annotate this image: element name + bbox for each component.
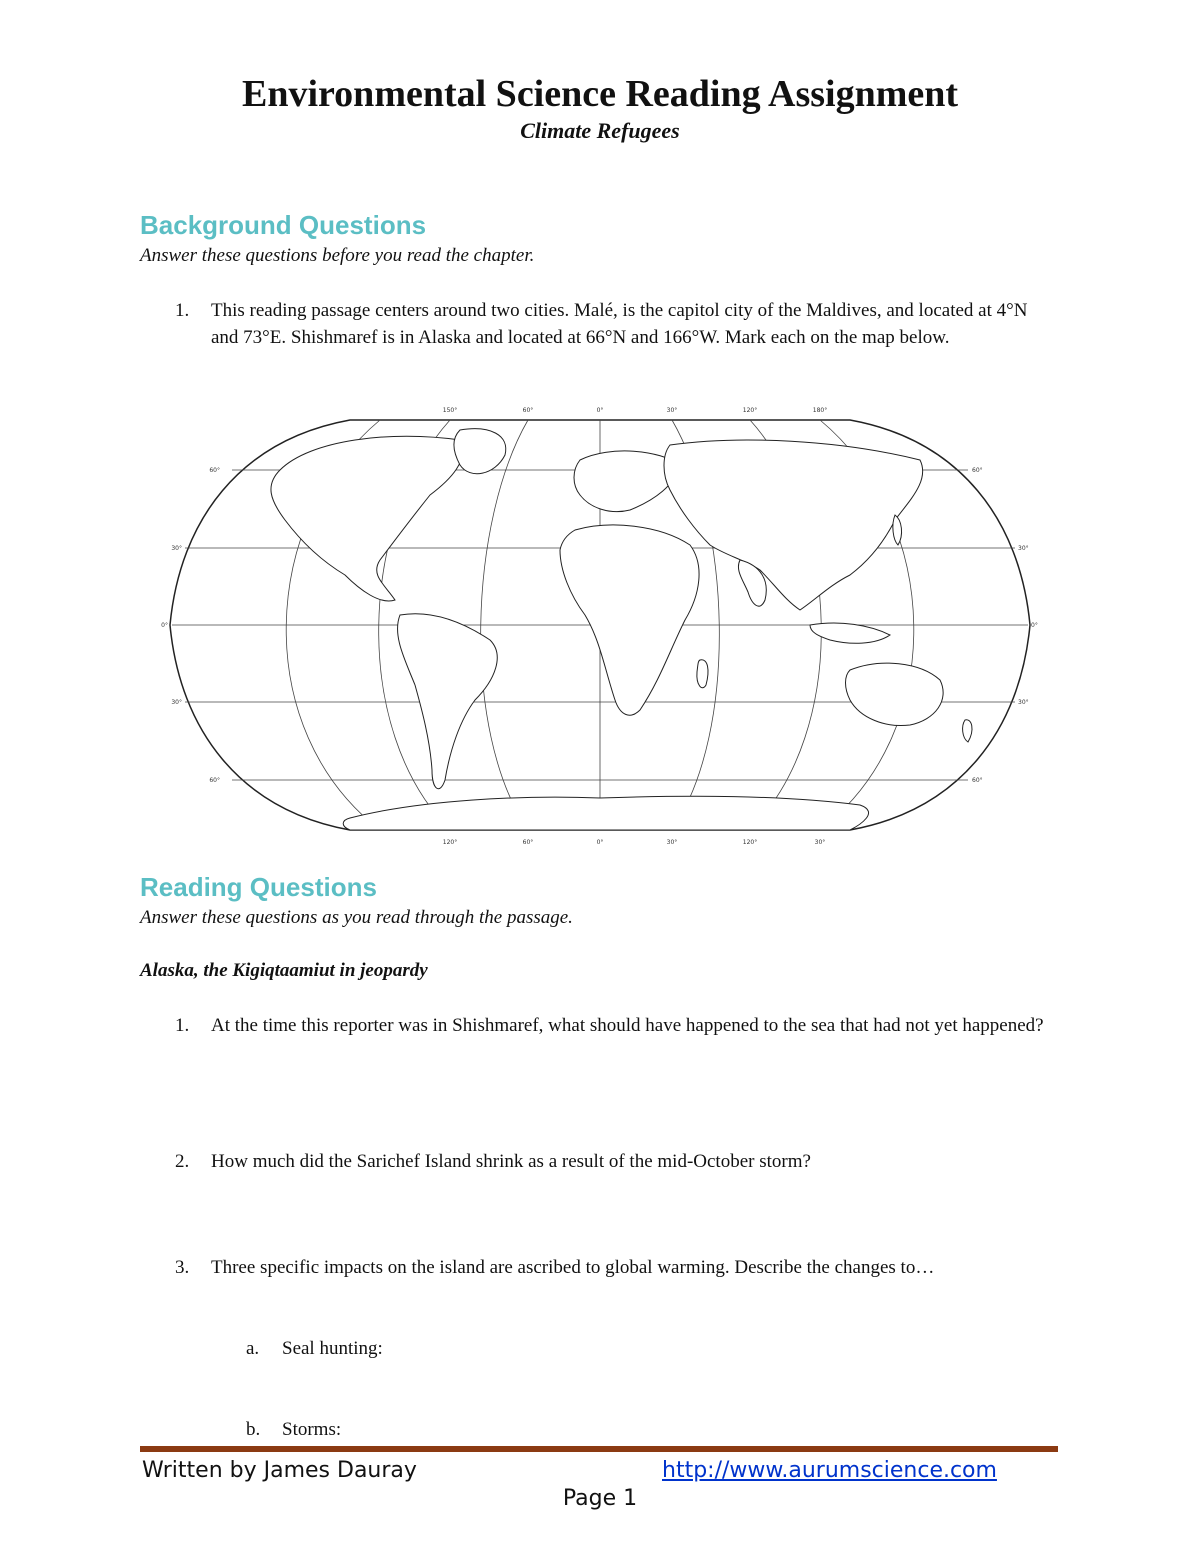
map-label: 30° — [666, 839, 678, 846]
reading-question-1 — [175, 1012, 1055, 1039]
north-america — [271, 436, 463, 601]
question-number: 1. — [175, 300, 190, 321]
map-label: 60° — [522, 839, 534, 846]
question-text: This reading passage centers around two cities. Malé, is the capitol city of the Maldives, and located at 4°N and 73°E. Shishmaref is in Alaska and located at 66°N and 166°W. Mark each on the map below. — [211, 300, 1028, 348]
africa — [560, 525, 699, 715]
subitem-letter: b. — [246, 1419, 261, 1440]
japan — [893, 515, 902, 545]
map-label: 0° — [596, 407, 604, 414]
subsection-heading: Alaska, the Kigiqtaamiut in jeopardy — [140, 960, 428, 981]
map-label: 120° — [742, 839, 758, 846]
question-number: 3. — [175, 1257, 190, 1278]
continents — [271, 429, 972, 830]
subitem-text: Storms: — [282, 1419, 342, 1440]
map-label: 120° — [442, 839, 458, 846]
map-label: 60° — [522, 407, 534, 414]
australia — [846, 663, 944, 725]
subitem-letter: a. — [246, 1338, 260, 1359]
map-top-labels — [443, 407, 827, 414]
reading-question-3 — [175, 1254, 1055, 1281]
subitem-b — [246, 1419, 341, 1441]
map-label: 0° — [161, 622, 168, 629]
background-instruction: Answer these questions before you read the chapter. — [140, 245, 535, 266]
map-label: 60° — [209, 777, 220, 784]
south-america — [398, 614, 498, 789]
background-question-1 — [175, 297, 1055, 351]
reading-questions-heading: Reading Questions — [140, 872, 377, 902]
page-subtitle: Climate Refugees — [520, 118, 680, 143]
question-text: Three specific impacts on the island are ascribed to global warming. Describe the changes to… — [211, 1257, 935, 1278]
map-label: 30° — [814, 839, 826, 846]
indonesia — [810, 623, 890, 643]
map-label: 30° — [171, 545, 182, 552]
map-label: 30° — [1018, 545, 1029, 552]
subitem-text: Seal hunting: — [282, 1338, 383, 1359]
question-text: At the time this reporter was in Shishmaref, what should have happened to the sea that had not yet happened? — [211, 1015, 1044, 1036]
map-label: 180° — [812, 407, 828, 414]
map-right-labels — [972, 467, 1038, 784]
world-map — [160, 400, 1040, 850]
map-label: 150° — [442, 407, 458, 414]
subitem-a — [246, 1338, 383, 1360]
map-label: 60° — [972, 467, 983, 474]
map-label: 60° — [209, 467, 220, 474]
greenland — [454, 429, 506, 474]
question-text: How much did the Sarichef Island shrink as a result of the mid-October storm? — [211, 1151, 811, 1172]
question-number: 1. — [175, 1015, 190, 1036]
asia — [664, 440, 923, 610]
map-bottom-labels — [443, 839, 826, 846]
footer-divider — [140, 1446, 1058, 1452]
page-number: Page 1 — [562, 1486, 638, 1511]
page-title: Environmental Science Reading Assignment — [241, 73, 959, 115]
map-label: 0° — [1031, 622, 1038, 629]
footer-website-link[interactable]: http://www.aurumscience.com — [662, 1458, 997, 1483]
map-label: 30° — [171, 699, 182, 706]
new-zealand — [963, 720, 972, 742]
map-label: 0° — [596, 839, 604, 846]
map-label: 30° — [666, 407, 678, 414]
madagascar — [697, 660, 708, 688]
map-label: 30° — [1018, 699, 1029, 706]
map-label: 60° — [972, 777, 983, 784]
reading-instruction: Answer these questions as you read through the passage. — [140, 907, 573, 928]
background-questions-heading: Background Questions — [140, 210, 427, 240]
antarctica — [343, 796, 868, 830]
map-label: 120° — [742, 407, 758, 414]
reading-question-2 — [175, 1148, 1055, 1175]
question-number: 2. — [175, 1151, 190, 1172]
footer-author: Written by James Dauray — [142, 1458, 417, 1483]
